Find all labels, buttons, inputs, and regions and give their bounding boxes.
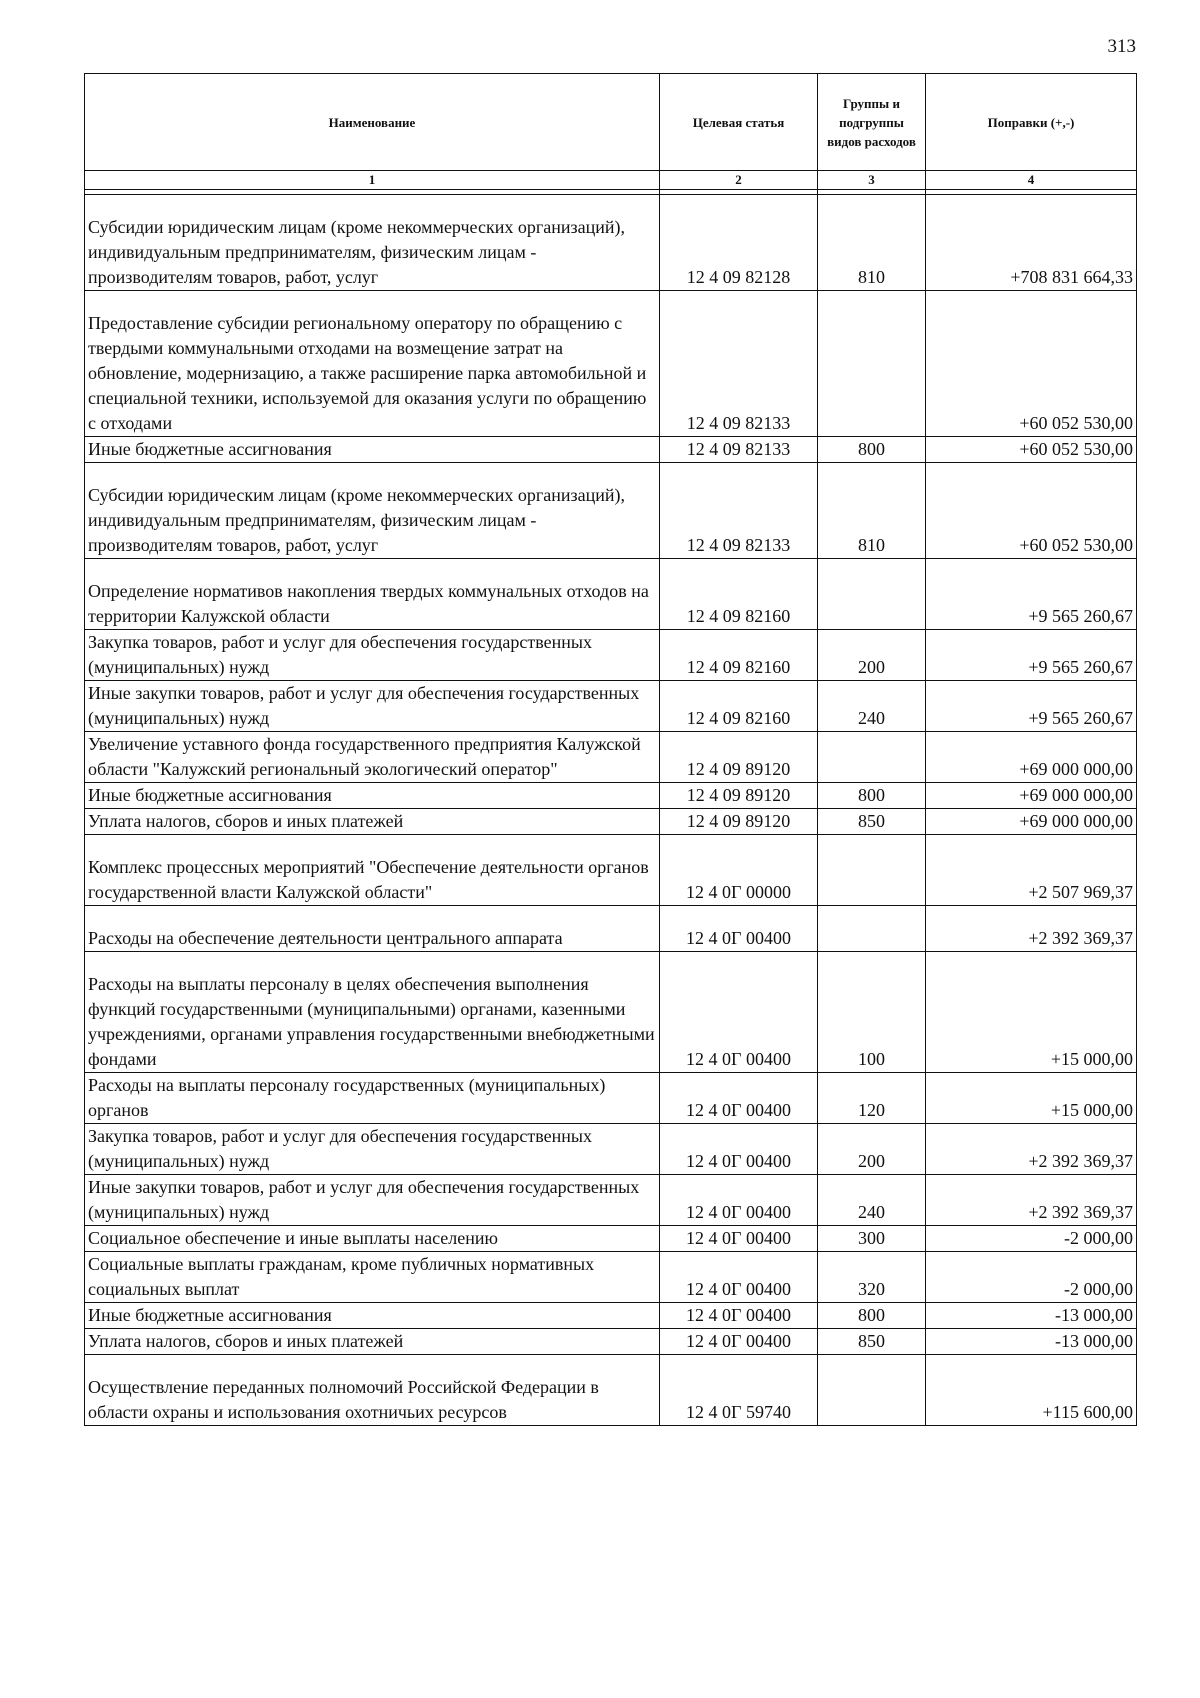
row-expense-group: 100 (818, 952, 926, 1073)
table-row (85, 809, 1137, 835)
row-amount: +2 392 369,37 (926, 906, 1137, 952)
table-row (85, 783, 1137, 809)
row-amount: +15 000,00 (926, 952, 1137, 1073)
row-amount: +708 831 664,33 (926, 195, 1137, 291)
row-target-code: 12 4 0Г 00000 (660, 835, 818, 906)
row-name: Увеличение уставного фонда государственного предприятия Калужской области "Калужский региональный экологический оператор" (85, 732, 660, 783)
row-amount: +69 000 000,00 (926, 732, 1137, 783)
page-number: 313 (1107, 36, 1136, 57)
row-amount: +115 600,00 (926, 1355, 1137, 1426)
row-name: Закупка товаров, работ и услуг для обеспечения государственных (муниципальных) нужд (85, 1124, 660, 1175)
row-expense-group: 810 (818, 463, 926, 559)
column-number: 4 (926, 171, 1137, 190)
table-row (85, 291, 1137, 437)
row-target-code: 12 4 0Г 00400 (660, 952, 818, 1073)
table-row (85, 952, 1137, 1073)
row-target-code: 12 4 09 82160 (660, 559, 818, 630)
row-amount: +2 392 369,37 (926, 1175, 1137, 1226)
row-expense-group: 800 (818, 783, 926, 809)
row-target-code: 12 4 09 82133 (660, 437, 818, 463)
header-target-article: Целевая статья (660, 74, 818, 171)
table-row (85, 1073, 1137, 1124)
table-row (85, 1175, 1137, 1226)
table-row (85, 437, 1137, 463)
row-target-code: 12 4 09 82133 (660, 463, 818, 559)
table-row (85, 1252, 1137, 1303)
row-target-code: 12 4 0Г 00400 (660, 1175, 818, 1226)
row-expense-group (818, 1355, 926, 1426)
row-amount: -13 000,00 (926, 1329, 1137, 1355)
row-target-code: 12 4 09 89120 (660, 783, 818, 809)
table-row (85, 630, 1137, 681)
row-name: Расходы на обеспечение деятельности центрального аппарата (85, 906, 660, 952)
row-target-code: 12 4 0Г 59740 (660, 1355, 818, 1426)
row-target-code: 12 4 0Г 00400 (660, 1124, 818, 1175)
table-row (85, 463, 1137, 559)
row-amount: -13 000,00 (926, 1303, 1137, 1329)
column-number: 3 (818, 171, 926, 190)
row-amount: +60 052 530,00 (926, 291, 1137, 437)
row-amount: +60 052 530,00 (926, 463, 1137, 559)
row-expense-group: 200 (818, 1124, 926, 1175)
row-expense-group (818, 835, 926, 906)
row-name: Уплата налогов, сборов и иных платежей (85, 1329, 660, 1355)
table-row (85, 732, 1137, 783)
row-name: Комплекс процессных мероприятий "Обеспечение деятельности органов государственной власти Калужской области" (85, 835, 660, 906)
row-expense-group: 850 (818, 1329, 926, 1355)
row-amount: +69 000 000,00 (926, 809, 1137, 835)
row-target-code: 12 4 09 82128 (660, 195, 818, 291)
row-amount: +15 000,00 (926, 1073, 1137, 1124)
table-body (85, 195, 1137, 1426)
row-name: Предоставление субсидии региональному оператору по обращению с твердыми коммунальными отходами на возмещение затрат на обновление, модернизацию, а также расширение парка автомобильной и специальной техники, используемой для оказания услуги по обращению с отходами (85, 291, 660, 437)
row-amount: +9 565 260,67 (926, 630, 1137, 681)
row-amount: +9 565 260,67 (926, 681, 1137, 732)
row-name: Иные закупки товаров, работ и услуг для обеспечения государственных (муниципальных) нужд (85, 1175, 660, 1226)
row-target-code: 12 4 0Г 00400 (660, 1226, 818, 1252)
row-target-code: 12 4 0Г 00400 (660, 1252, 818, 1303)
row-name: Социальное обеспечение и иные выплаты населению (85, 1226, 660, 1252)
header-name: Наименование (85, 74, 660, 171)
row-expense-group: 320 (818, 1252, 926, 1303)
row-target-code: 12 4 09 82160 (660, 630, 818, 681)
table-row (85, 1329, 1137, 1355)
row-expense-group: 300 (818, 1226, 926, 1252)
row-name: Расходы на выплаты персоналу в целях обеспечения выполнения функций государственными (муниципальными) органами, казенными учреждениями, органами управления государственными внебюджетными фондами (85, 952, 660, 1073)
row-target-code: 12 4 09 82160 (660, 681, 818, 732)
header-amendments: Поправки (+,-) (926, 74, 1137, 171)
row-target-code: 12 4 09 89120 (660, 809, 818, 835)
row-name: Определение нормативов накопления твердых коммунальных отходов на территории Калужской области (85, 559, 660, 630)
row-expense-group (818, 906, 926, 952)
row-target-code: 12 4 0Г 00400 (660, 1303, 818, 1329)
row-target-code: 12 4 0Г 00400 (660, 1073, 818, 1124)
row-name: Иные бюджетные ассигнования (85, 783, 660, 809)
row-expense-group: 240 (818, 681, 926, 732)
row-name: Закупка товаров, работ и услуг для обеспечения государственных (муниципальных) нужд (85, 630, 660, 681)
row-name: Осуществление переданных полномочий Российской Федерации в области охраны и использования охотничьих ресурсов (85, 1355, 660, 1426)
row-amount: +9 565 260,67 (926, 559, 1137, 630)
row-expense-group (818, 559, 926, 630)
row-name: Расходы на выплаты персоналу государственных (муниципальных) органов (85, 1073, 660, 1124)
table-row (85, 681, 1137, 732)
row-target-code: 12 4 09 82133 (660, 291, 818, 437)
table-row (85, 1226, 1137, 1252)
row-name: Субсидии юридическим лицам (кроме некоммерческих организаций), индивидуальным предпринимателям, физическим лицам - производителям товаров, работ, услуг (85, 463, 660, 559)
row-name: Субсидии юридическим лицам (кроме некоммерческих организаций), индивидуальным предпринимателям, физическим лицам - производителям товаров, работ, услуг (85, 195, 660, 291)
row-expense-group: 240 (818, 1175, 926, 1226)
table-row (85, 906, 1137, 952)
row-amount: -2 000,00 (926, 1252, 1137, 1303)
table-row (85, 195, 1137, 291)
table-header-row (85, 74, 1137, 171)
column-number-row (85, 171, 1137, 190)
row-name: Иные бюджетные ассигнования (85, 437, 660, 463)
row-target-code: 12 4 0Г 00400 (660, 906, 818, 952)
row-amount: +69 000 000,00 (926, 783, 1137, 809)
row-amount: +60 052 530,00 (926, 437, 1137, 463)
row-name: Уплата налогов, сборов и иных платежей (85, 809, 660, 835)
row-expense-group: 800 (818, 437, 926, 463)
row-amount: -2 000,00 (926, 1226, 1137, 1252)
row-amount: +2 507 969,37 (926, 835, 1137, 906)
row-expense-group (818, 732, 926, 783)
row-name: Иные бюджетные ассигнования (85, 1303, 660, 1329)
row-target-code: 12 4 09 89120 (660, 732, 818, 783)
table-row (85, 1124, 1137, 1175)
column-number: 2 (660, 171, 818, 190)
table-row (85, 1303, 1137, 1329)
row-expense-group: 200 (818, 630, 926, 681)
table-row (85, 835, 1137, 906)
row-target-code: 12 4 0Г 00400 (660, 1329, 818, 1355)
row-name: Социальные выплаты гражданам, кроме публичных нормативных социальных выплат (85, 1252, 660, 1303)
budget-table (84, 73, 1137, 1426)
row-expense-group: 800 (818, 1303, 926, 1329)
row-expense-group: 810 (818, 195, 926, 291)
row-expense-group (818, 291, 926, 437)
header-expense-groups: Группы и подгруппы видов расходов (818, 74, 926, 171)
column-number: 1 (85, 171, 660, 190)
row-amount: +2 392 369,37 (926, 1124, 1137, 1175)
row-expense-group: 120 (818, 1073, 926, 1124)
row-name: Иные закупки товаров, работ и услуг для обеспечения государственных (муниципальных) нужд (85, 681, 660, 732)
table-row (85, 1355, 1137, 1426)
row-expense-group: 850 (818, 809, 926, 835)
table-row (85, 559, 1137, 630)
